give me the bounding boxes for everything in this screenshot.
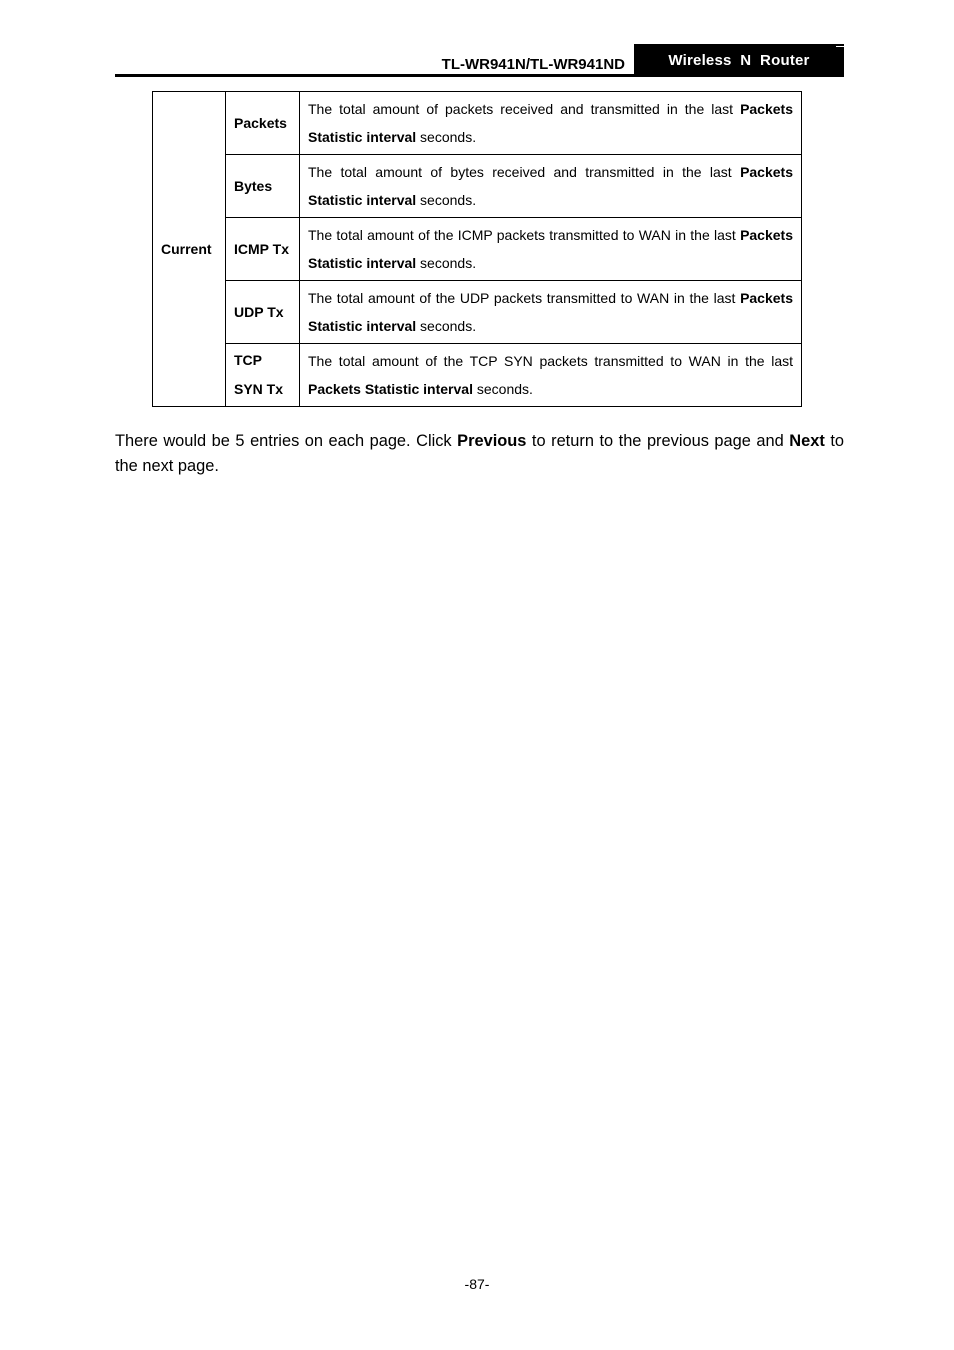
table-row (153, 344, 802, 407)
description-text-end: seconds. (416, 129, 477, 145)
field-name-line1: TCP (234, 352, 262, 368)
description-text: The total amount of the UDP packets transmitted to WAN in the last (308, 289, 741, 306)
page-number: -87- (464, 1276, 490, 1292)
description-text-end: seconds. (472, 381, 533, 397)
field-name: Bytes (234, 177, 273, 194)
paragraph-text-1: There would be 5 entries on each page. Click (115, 432, 458, 450)
header-model-name: TL-WR941N/TL-WR941ND (441, 56, 625, 73)
description-text: The total amount of bytes received and transmitted in the last (308, 163, 741, 180)
field-name: ICMP Tx (234, 240, 289, 257)
field-name-cell (226, 344, 300, 407)
table-row (153, 281, 802, 344)
field-description-cell (300, 344, 802, 407)
description-bold-term: Packets Statistic interval (308, 100, 793, 145)
field-description-cell (300, 92, 802, 155)
header-product-tag (634, 44, 844, 77)
group-label-cell (153, 92, 226, 407)
description-text: The total amount of the ICMP packets transmitted to WAN in the last (308, 226, 741, 243)
header-tag-mark (836, 46, 844, 47)
group-label: Current (161, 241, 212, 257)
field-name-line2: SYN Tx (234, 381, 284, 397)
field-name: Packets (234, 114, 287, 131)
field-description-cell (300, 155, 802, 218)
description-text-end: seconds. (416, 192, 477, 208)
table-row (153, 92, 802, 155)
next-term: Next (789, 432, 825, 450)
description-text-end: seconds. (416, 255, 477, 271)
previous-term: Previous (457, 432, 527, 450)
field-name-cell (226, 155, 300, 218)
field-name-cell (226, 92, 300, 155)
body-paragraph (115, 429, 844, 479)
table-row (153, 218, 802, 281)
field-description-cell (300, 281, 802, 344)
header-product-name: Wireless N Router (668, 52, 810, 69)
field-name: UDP Tx (234, 303, 284, 320)
table-row (153, 155, 802, 218)
field-name-cell (226, 281, 300, 344)
description-bold-term: Packets Statistic interval (308, 226, 793, 271)
statistics-field-table (152, 91, 802, 407)
description-text: The total amount of packets received and transmitted in the last (308, 100, 741, 117)
field-description-cell (300, 218, 802, 281)
field-name-cell (226, 218, 300, 281)
paragraph-text-2: to return to the previous page and (526, 432, 790, 450)
description-text: The total amount of the TCP SYN packets transmitted to WAN in the last (308, 352, 793, 369)
description-bold-term: Packets Statistic interval (308, 289, 793, 334)
description-bold-term: Packets Statistic interval (308, 381, 473, 397)
paragraph-text-3: to the next page. (115, 432, 844, 475)
description-text-end: seconds. (416, 318, 477, 334)
page-header (115, 44, 844, 77)
description-bold-term: Packets Statistic interval (308, 163, 793, 208)
